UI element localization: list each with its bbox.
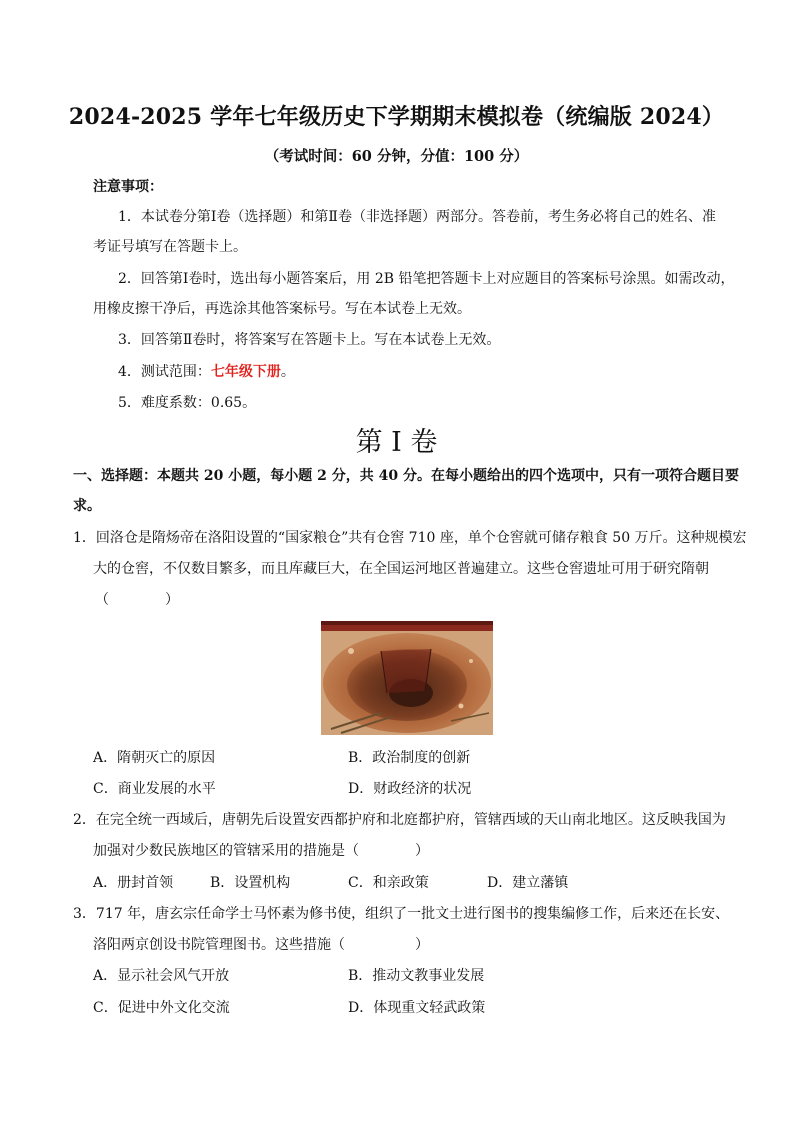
q2-stem-line-2: 加强对少数民族地区的管辖采用的措施是（ ） (93, 843, 429, 859)
notice-item-3: 3．回答第Ⅱ卷时，将答案写在答题卡上。写在本试卷上无效。 (118, 332, 501, 348)
q3-stem-line-1: 3．717 年，唐玄宗任命学士马怀素为修书使，组织了一批文士进行图书的搜集编修工作，后来还在长安、 (73, 906, 730, 922)
instructions-line-2: 求。 (73, 498, 101, 514)
q2-option-b: B．设置机构 (210, 875, 291, 891)
notice-item-2-line-2: 用橡皮擦干净后，再选涂其他答案标号。写在本试卷上无效。 (93, 301, 471, 317)
q3-option-c: C．促进中外文化交流 (93, 1000, 230, 1016)
notice-item-1-line-1: 1．本试卷分第Ⅰ卷（选择题）和第Ⅱ卷（非选择题）两部分。答卷前，考生务必将自己的姓名、准 (118, 209, 716, 225)
granary-pit-illustration (321, 621, 493, 735)
q1-stem-line-2: 大的仓窖，不仅数目繁多，而且库藏巨大，在全国运河地区普遍建立。这些仓窖遗址可用于研究隋朝 (93, 561, 709, 577)
section-title: 第 Ⅰ 卷 (355, 427, 438, 458)
q2-option-c: C．和亲政策 (348, 875, 429, 891)
q3-stem-line-2: 洛阳两京创设书院管理图书。这些措施（ ） (93, 937, 429, 953)
q2-stem-line-1: 2．在完全统一西域后，唐朝先后设置安西都护府和北庭都护府，管辖西域的天山南北地区。这反映我国为 (73, 812, 726, 828)
notice-item-4-suffix: 。 (280, 364, 295, 380)
notice-item-4-prefix: 4．测试范围： (118, 364, 211, 380)
notice-item-5: 5．难度系数：0.65。 (118, 395, 257, 411)
instructions-line-1: 一、选择题：本题共 20 小题，每小题 2 分，共 40 分。在每小题给出的四个选项中，只有一项符合题目要 (73, 468, 739, 484)
notice-heading: 注意事项： (93, 179, 163, 195)
q3-option-d: D．体现重文轻武政策 (348, 1000, 486, 1016)
q1-option-d: D．财政经济的状况 (348, 781, 472, 797)
q3-option-b: B．推动文教事业发展 (348, 968, 485, 984)
granary-pit-photo (321, 621, 493, 735)
q3-option-a: A．显示社会风气开放 (93, 968, 230, 984)
notice-item-4 (118, 362, 295, 382)
q1-answer-blank: （ ） (95, 592, 179, 608)
notice-item-2-line-1: 2．回答第Ⅰ卷时，选出每小题答案后，用 2B 铅笔把答题卡上对应题目的答案标号涂黑。如需改动， (118, 271, 735, 287)
exam-info: （考试时间：60 分钟，分值：100 分） (264, 148, 529, 165)
q2-option-a: A．册封首领 (93, 875, 174, 891)
notice-item-1-line-2: 考证号填写在答题卡上。 (93, 239, 247, 255)
q1-stem-line-1: 1．回洛仓是隋炀帝在洛阳设置的“国家粮仓”共有仓窖 710 座，单个仓窖就可储存粮食 50 万斤。这种规模宏 (73, 530, 747, 546)
q2-option-d: D．建立藩镇 (487, 875, 569, 891)
test-scope-highlight: 七年级下册 (210, 364, 281, 380)
q1-option-a: A．隋朝灭亡的原因 (93, 750, 216, 766)
page-title: 2024-2025 学年七年级历史下学期期末模拟卷（统编版 2024） (68, 104, 725, 130)
q1-option-b: B．政治制度的创新 (348, 750, 471, 766)
q1-option-c: C．商业发展的水平 (93, 781, 216, 797)
